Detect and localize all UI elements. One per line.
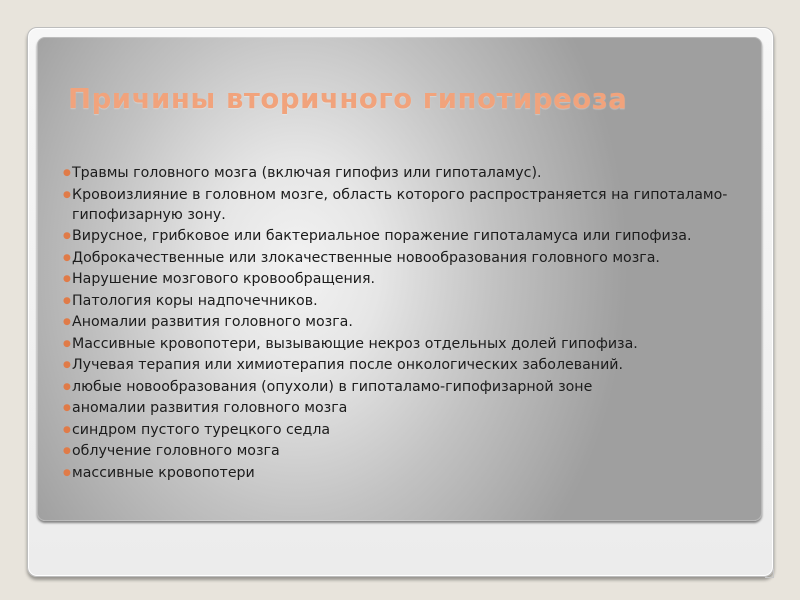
bullet-text: синдром пустого турецкого седла [72, 421, 331, 438]
bullet-item [63, 185, 753, 225]
bullet-text: Нарушение мозгового кровообращения. [72, 271, 376, 287]
bullet-dot-icon: ● [63, 446, 71, 456]
bullet-item [63, 355, 753, 375]
bullet-text: любые новообразования (опухоли) в гипоталамо-гипофизарной зоне [72, 378, 593, 395]
bullet-text: Аномалии развития головного мозга. [72, 314, 353, 330]
bullet-text: Травмы головного мозга (включая гипофиз или гипоталамус). [72, 165, 542, 181]
bullet-item [63, 312, 753, 332]
bullet-text: Лучевая терапия или химиотерапия после онкологических заболеваний. [72, 357, 624, 373]
bullet-list [63, 163, 753, 484]
bullet-item [63, 334, 753, 354]
slide-content-panel [37, 37, 762, 521]
bullet-text: Массивные кровопотери, вызывающие некроз отдельных долей гипофиза. [72, 335, 638, 352]
bullet-item [63, 420, 753, 440]
bullet-item [63, 291, 753, 311]
bullet-text: облучение головного мозга [72, 443, 280, 459]
bullet-dot-icon: ● [63, 424, 71, 435]
bullet-dot-icon: ● [63, 317, 71, 327]
bullet-dot-icon: ● [63, 381, 71, 392]
bullet-item [63, 377, 753, 397]
bullet-item [63, 463, 753, 483]
bullet-item [63, 398, 753, 418]
bullet-text: Вирусное, грибковое или бактериальное поражение гипоталамуса или гипофиза. [72, 228, 692, 244]
bullet-dot-icon: ● [63, 467, 71, 478]
bullet-text: массивные кровопотери [72, 464, 255, 481]
bullet-dot-icon: ● [63, 189, 71, 200]
slide-corner-decoration [765, 569, 774, 578]
bullet-item [63, 163, 753, 183]
bullet-dot-icon: ● [63, 403, 71, 413]
bullet-dot-icon: ● [63, 231, 71, 241]
bullet-item [63, 441, 753, 461]
bullet-dot-icon: ● [63, 360, 71, 370]
bullet-text: Кровоизлияние в головном мозге, область которого распространяется на гипоталамо-гипофизарную зону. [72, 186, 728, 223]
bullet-text: Доброкачественные или злокачественные новообразования головного мозга. [72, 249, 660, 266]
bullet-dot-icon: ● [63, 274, 71, 284]
slide-title: Причины вторичного гипотиреоза [68, 83, 628, 115]
bullet-text: Патология коры надпочечников. [72, 292, 318, 309]
bullet-dot-icon: ● [63, 252, 71, 263]
bullet-item [63, 269, 753, 289]
bullet-text: аномалии развития головного мозга [72, 400, 348, 416]
bullet-dot-icon: ● [63, 168, 71, 178]
bullet-item [63, 226, 753, 246]
bullet-dot-icon: ● [63, 338, 71, 349]
bullet-dot-icon: ● [63, 295, 71, 306]
bullet-item [63, 248, 753, 268]
